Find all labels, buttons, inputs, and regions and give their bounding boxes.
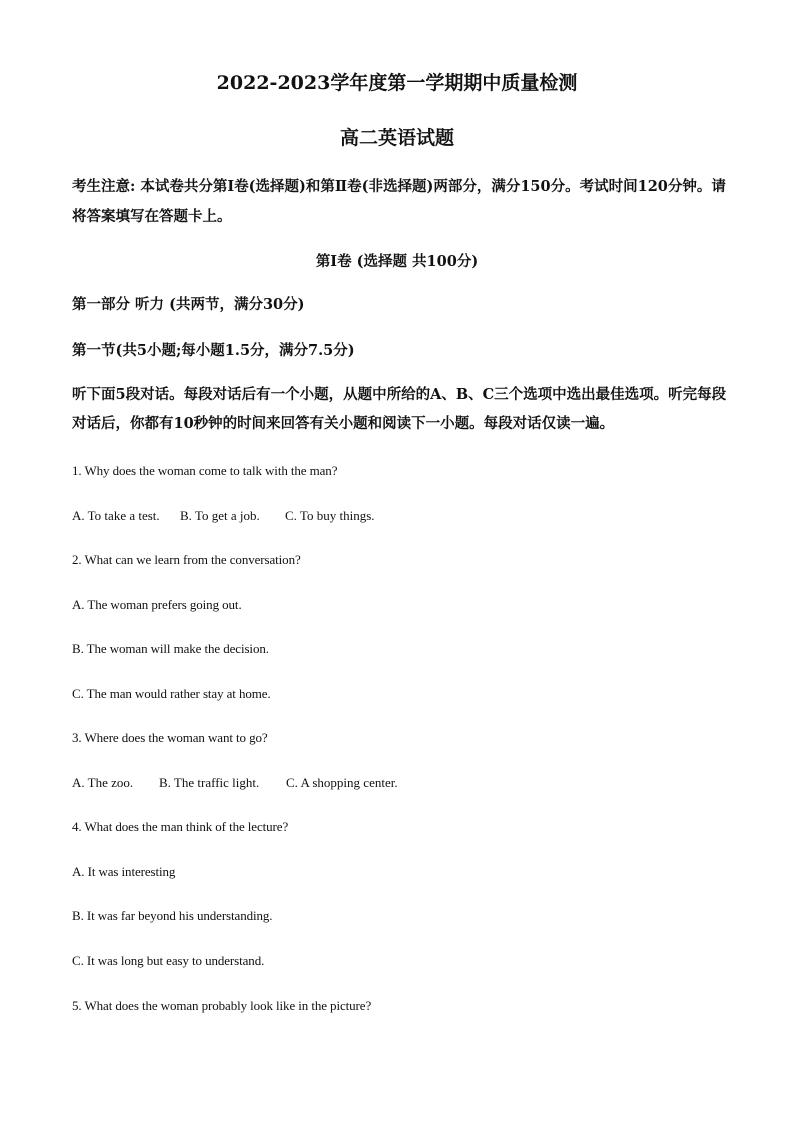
part-title: 第一部分 听力 (共两节，满分30分) (72, 296, 305, 313)
question-1-stem: 1. Why does the woman come to talk with the man? (72, 463, 338, 478)
question-2-stem: 2. What can we learn from the conversation? (72, 552, 301, 567)
question-1-option-a: A. To take a test. (72, 508, 160, 523)
question-3-option-a: A. The zoo. (72, 775, 134, 790)
question-2-option-a: A. The woman prefers going out. (72, 597, 242, 612)
question-4-option-c: C. It was long but easy to understand. (72, 953, 265, 968)
question-3-option-c: C. A shopping center. (286, 775, 398, 790)
question-1-option-b: B. To get a job. (180, 508, 260, 523)
listening-instructions: 听下面5段对话。每段对话后有一个小题，从题中所给的A、B、C三个选项中选出最佳选项。听完每段对话后，你都有10秒钟的时间来回答有关小题和阅读下一小题。每段对话仅读一遍。 (72, 386, 727, 432)
exam-notice: 考生注意: 本试卷共分第Ⅰ卷(选择题)和第Ⅱ卷(非选择题)两部分，满分150分。考试时间120分钟。请将答案填写在答题卡上。 (72, 178, 726, 225)
question-4-option-b: B. It was far beyond his understanding. (72, 908, 273, 923)
question-2-option-b: B. The woman will make the decision. (72, 641, 269, 656)
question-3-options (72, 774, 398, 792)
question-2-option-c: C. The man would rather stay at home. (72, 686, 271, 701)
sub-section-title: 第一节(共5小题;每小题1.5分，满分7.5分) (72, 342, 355, 359)
question-3-option-b: B. The traffic light. (159, 775, 260, 790)
question-4-stem: 4. What does the man think of the lecture? (72, 819, 289, 834)
question-5-stem: 5. What does the woman probably look like in the picture? (72, 998, 372, 1013)
question-3-stem: 3. Where does the woman want to go? (72, 730, 268, 745)
question-1-option-c: C. To buy things. (285, 508, 375, 523)
volume-title: 第Ⅰ卷 (选择题 共100分) (315, 253, 479, 270)
exam-title: 2022-2023学年度第一学期期中质量检测 (216, 72, 578, 94)
question-1-options (72, 507, 375, 525)
exam-subtitle: 高二英语试题 (339, 127, 454, 149)
question-4-option-a: A. It was interesting (72, 864, 176, 879)
